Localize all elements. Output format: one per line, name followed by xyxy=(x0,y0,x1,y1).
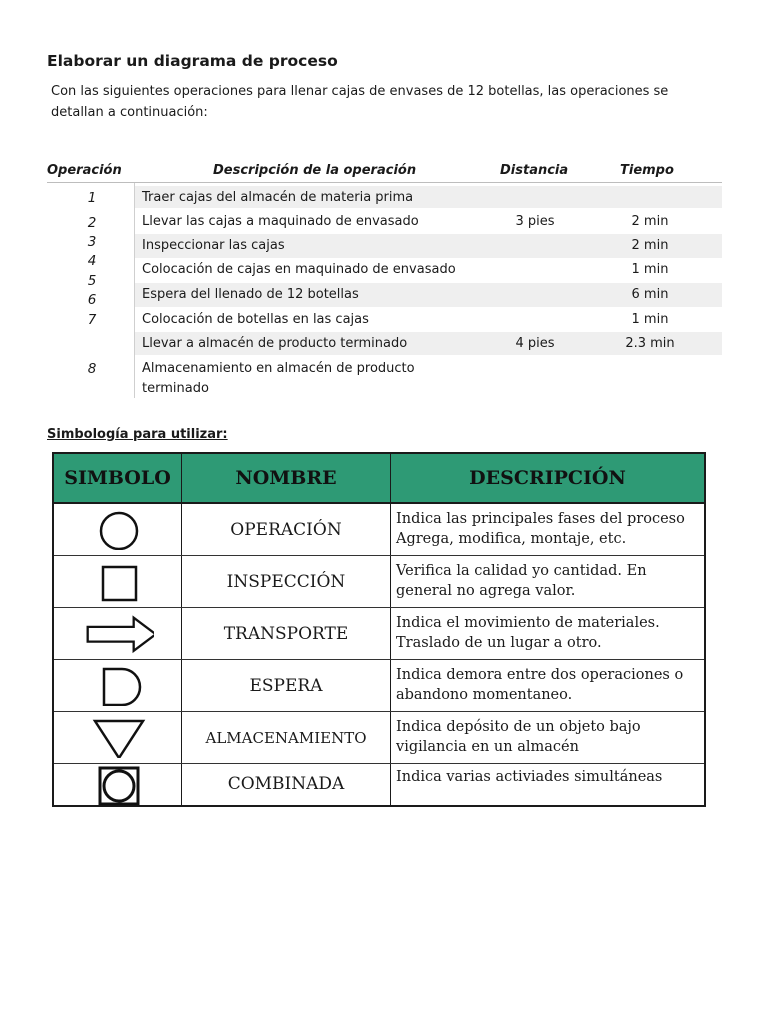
operation-number-7: 7 xyxy=(87,312,97,328)
row-time: 2 min xyxy=(631,238,669,253)
table-row xyxy=(135,186,722,208)
page-title: Elaborar un diagrama de proceso xyxy=(47,52,338,70)
symbol-description: Indica varias activiades simultáneas xyxy=(396,769,663,785)
header-distancia: Distancia xyxy=(500,163,569,178)
circle-icon xyxy=(84,510,154,550)
table-row xyxy=(135,283,722,307)
row-description: Llevar las cajas a maquinado de envasado xyxy=(142,214,419,229)
header-tiempo: Tiempo xyxy=(620,163,674,178)
row-time: 2.3 min xyxy=(625,336,675,351)
row-description: Traer cajas del almacén de materia prima xyxy=(142,190,414,205)
operation-number-3: 3 xyxy=(87,234,97,250)
row-time: 6 min xyxy=(631,287,669,302)
symbol-description: Indica demora entre dos operaciones o abandono momentaneo. xyxy=(396,667,684,703)
symbol-name: ESPERA xyxy=(249,676,323,696)
row-distance: 4 pies xyxy=(515,336,555,351)
header-rule xyxy=(47,182,722,183)
row-time: 1 min xyxy=(631,312,669,327)
row-time: 2 min xyxy=(631,214,669,229)
row-description: Colocación de botellas en las cajas xyxy=(142,312,369,327)
header-simbolo: SIMBOLO xyxy=(64,467,171,489)
symbol-row xyxy=(54,764,704,805)
row-description: Inspeccionar las cajas xyxy=(142,238,285,253)
row-description: Llevar a almacén de producto terminado xyxy=(142,336,408,351)
symbol-row xyxy=(54,660,704,712)
symbol-name: ALMACENAMIENTO xyxy=(205,729,367,747)
table-row xyxy=(135,210,722,232)
symbol-description: Indica depósito de un objeto bajo vigilancia en un almacén xyxy=(396,719,641,755)
symbol-description: Indica el movimiento de materiales. Traslado de un lugar a otro. xyxy=(396,615,660,651)
symbology-header xyxy=(54,454,704,504)
symbol-name: TRANSPORTE xyxy=(223,624,349,644)
circle-in-square-icon xyxy=(84,766,154,806)
operation-number-5: 5 xyxy=(87,273,97,289)
row-description: Colocación de cajas en maquinado de envasado xyxy=(142,262,456,277)
table-row xyxy=(135,357,722,399)
symbol-name: COMBINADA xyxy=(227,774,345,794)
operation-number-6: 6 xyxy=(87,292,97,308)
row-time: 1 min xyxy=(631,262,669,277)
header-operacion: Operación xyxy=(47,163,122,178)
symbology-title: Simbología para utilizar: xyxy=(47,427,228,442)
symbol-description: Indica las principales fases del proceso Agrega, modifica, montaje, etc. xyxy=(396,511,685,547)
row-description: Espera del llenado de 12 botellas xyxy=(142,287,359,302)
intro-paragraph: Con las siguientes operaciones para llenar cajas de envases de 12 botellas, las operaciones se detallan a continuación: xyxy=(51,84,669,120)
symbol-description: Verifica la calidad yo cantidad. En general no agrega valor. xyxy=(396,563,647,599)
row-distance: 3 pies xyxy=(515,214,555,229)
inverted-triangle-icon xyxy=(84,718,154,758)
table-row xyxy=(135,234,722,258)
symbol-row xyxy=(54,608,704,660)
table-row xyxy=(135,308,722,332)
symbol-row xyxy=(54,504,704,556)
table-row xyxy=(135,332,722,355)
header-nombre: NOMBRE xyxy=(235,467,337,489)
d-shape-icon xyxy=(84,666,154,706)
operation-number-1: 1 xyxy=(87,190,97,206)
symbology-table xyxy=(52,452,706,807)
symbol-name: INSPECCIÓN xyxy=(226,572,346,592)
symbol-row xyxy=(54,712,704,764)
operation-number-4: 4 xyxy=(87,253,97,269)
table-row xyxy=(135,258,722,282)
header-descripcion: DESCRIPCIÓN xyxy=(469,467,626,489)
operation-number-2: 2 xyxy=(87,215,97,231)
arrow-right-icon xyxy=(84,614,154,654)
symbol-name: OPERACIÓN xyxy=(230,520,342,540)
symbol-row xyxy=(54,556,704,608)
header-descripcion: Descripción de la operación xyxy=(213,163,417,178)
square-icon xyxy=(84,562,154,602)
operation-number-8: 8 xyxy=(87,361,97,377)
row-description: Almacenamiento en almacén de producto terminado xyxy=(142,361,415,396)
